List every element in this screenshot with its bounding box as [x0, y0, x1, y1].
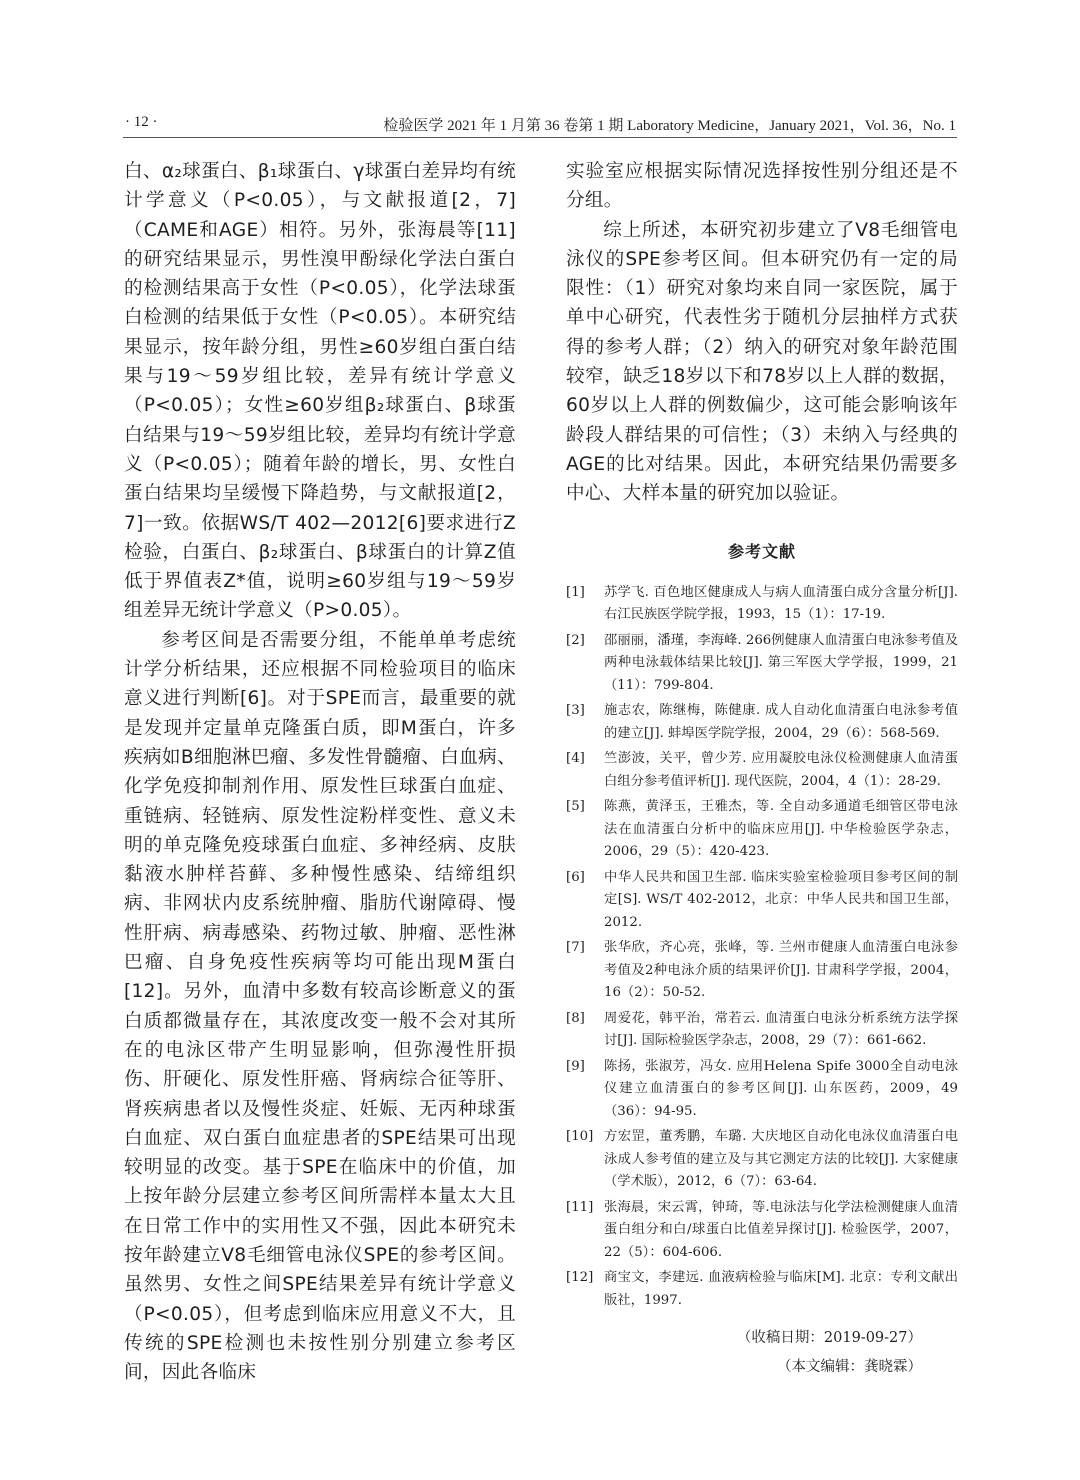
reference-item [566, 796, 958, 864]
reference-text: 竺澎波，关平，曾少芳. 应用凝胶电泳仪检测健康人血清蛋白组分参考值评析[J]. 现代医院，2004，4（1）：28-29. [604, 751, 958, 789]
reference-text: 方宏罡，董秀鹏，车璐. 大庆地区自动化电泳仪血清蛋白电泳成人参考值的建立及与其它测定方法的比较[J]. 大家健康（学术版），2012，6（7）：63-64. [604, 1129, 958, 1190]
left-column [124, 157, 516, 1387]
body-paragraph: 实验室应根据实际情况选择按性别分组还是不分组。 [566, 161, 958, 212]
reference-number: [5] [566, 799, 585, 815]
running-header: 检验医学 2021 年 1 月第 36 卷第 1 期 Laboratory Medicine，January 2021，Vol. 36，No. 1 [383, 118, 956, 134]
reference-number: [9] [566, 1058, 585, 1074]
reference-text: 张华欣，齐心亮，张峰，等. 兰州市健康人血清蛋白电泳参考值及2种电泳介质的结果评价[J]. 甘肃科学学报，2004，16（2）：50-52. [604, 940, 958, 1001]
reference-item [566, 867, 958, 935]
reference-text: 陈扬，张淑芳，冯女. 应用Helena Spife 3000全自动电泳仪建立血清蛋白的参考区间[J]. 山东医药，2009，49（36）：94-95. [604, 1058, 958, 1119]
reference-item [566, 1267, 958, 1312]
reference-number: [11] [566, 1199, 594, 1215]
reference-number: [3] [566, 703, 585, 719]
reference-text: 苏学飞. 百色地区健康成人与病人血清蛋白成分含量分析[J]. 右江民族医学院学报，1993，15（1）：17-19. [604, 584, 958, 623]
received-date: （收稿日期：2019-09-27） [736, 1330, 922, 1347]
reference-item [566, 630, 958, 698]
reference-number: [4] [566, 751, 585, 767]
reference-item [566, 582, 958, 627]
reference-item [566, 1126, 958, 1194]
reference-item [566, 937, 958, 1005]
reference-number: [8] [566, 1010, 585, 1026]
body-paragraph: 参考区间是否需要分组，不能单单考虑统计学分析结果，还应根据不同检验项目的临床意义进行判断[6]。对于SPE而言，最重要的就是发现并定量单克隆蛋白质，即M蛋白，许多疾病如B细胞淋巴瘤、多发性骨髓瘤、白血病、化学免疫抑制剂作用、原发性巨球蛋白血症、重链病、轻链病、原发性淀粉样变性、意义未明的单克隆免疫球蛋白血症、多神经病、皮肤黏液水肿样苔藓、多种慢性感染、结缔组织病、非网状内皮系统肿瘤、脂肪代谢障碍、慢性肝病、病毒感染、药物过敏、肿瘤、恶性淋巴瘤、自身免疫性疾病等均可能出现M蛋白[12]。另外，血清中多数有较高诊断意义的蛋白质都微量存在，其浓度改变一般不会对其所在的电泳区带产生明显影响，但弥漫性肝损伤、肝硬化、原发性肝癌、肾病综合征等肝、肾疾病患者以及慢性炎症、妊娠、无丙种球蛋白血症、双白蛋白血症患者的SPE结果可出现较明显的改变。基于SPE在临床中的价值，加上按年龄分层建立参考区间所需样本量太大且在日常工作中的实用性又不强，因此本研究未按年龄建立V8毛细管电泳仪SPE的参考区间。虽然男、女性之间SPE结果差异有统计学意义（P<0.05），但考虑到临床应用意义不大，且传统的SPE检测也未按性别分别建立参考区间，因此各临床 [124, 629, 516, 1384]
reference-text: 施志农，陈继梅，陈健康. 成人自动化血清蛋白电泳参考值的建立[J]. 蚌埠医学院学报，2004，29（6）：568-569. [604, 703, 958, 741]
reference-item [566, 1008, 958, 1053]
reference-item [566, 1197, 958, 1265]
body-paragraph: 白、α₂球蛋白、β₁球蛋白、γ球蛋白差异均有统计学意义（P<0.05），与文献报道[2，7]（CAME和AGE）相符。另外，张海晨等[11]的研究结果显示，男性溴甲酚绿化学法白蛋白的检测结果高于女性（P<0.05），化学法球蛋白检测的结果低于女性（P<0.05）。本研究结果显示，按年龄分组，男性≥60岁组白蛋白结果与19～59岁组比较，差异有统计学意义（P<0.05）；女性≥60岁组β₂球蛋白、β球蛋白结果与19～59岁组比较，差异均有统计学意义（P<0.05）；随着年龄的增长，男、女性白蛋白结果均呈缓慢下降趋势，与文献报道[2，7]一致。依据WS/T 402—2012[6]要求进行Z检验，白蛋白、β₂球蛋白、β球蛋白的计算Z值低于界值表Z*值，说明≥60岁组与19～59岁组差异无统计学意义（P>0.05）。 [124, 161, 516, 622]
header-rule [123, 137, 957, 138]
reference-text: 张海晨，宋云霄，钟琦，等.电泳法与化学法检测健康人血清蛋白组分和白/球蛋白比值差异探讨[J]. 检验医学，2007，22（5）：604-606. [604, 1199, 958, 1260]
reference-text: 邵丽丽，潘瑾，李海峰. 266例健康人血清蛋白电泳参考值及两种电泳载体结果比较[J]. 第三军医大学学报，1999，21（11）：799-804. [604, 632, 958, 693]
reference-item [566, 1056, 958, 1124]
reference-number: [2] [566, 632, 585, 648]
reference-item [566, 748, 958, 793]
references-heading: 参考文献 [727, 541, 796, 561]
reference-number: [7] [566, 940, 585, 956]
reference-text: 陈燕，黄泽玉，王雅杰，等. 全自动多通道毛细管区带电泳法在血清蛋白分析中的临床应用[J]. 中华检验医学杂志，2006，29（5）：420-423. [604, 799, 958, 860]
reference-number: [10] [566, 1129, 594, 1145]
page-number: · 12 · [125, 114, 158, 130]
reference-text: 商宝文，李建远. 血液病检验与临床[M]. 北京：专利文献出版社，1997. [604, 1270, 958, 1308]
reference-text: 中华人民共和国卫生部. 临床实验室检验项目参考区间的制定[S]. WS/T 402-2012，北京：中华人民共和国卫生部，2012. [604, 869, 958, 930]
editor-credit: （本文编辑：龚晓霖） [777, 1359, 922, 1376]
right-column [566, 157, 958, 1376]
reference-list [566, 582, 958, 1313]
reference-number: [6] [566, 869, 585, 885]
reference-item [566, 700, 958, 745]
body-paragraph: 综上所述，本研究初步建立了V8毛细管电泳仪的SPE参考区间。但本研究仍有一定的局限性：（1）研究对象均来自同一家医院，属于单中心研究，代表性劣于随机分层抽样方式获得的参考人群；（2）纳入的研究对象年龄范围较窄，缺乏18岁以下和78岁以上人群的数据，60岁以上人群的例数偏少，这可能会影响该年龄段人群结果的可信性；（3）未纳入与经典的AGE的比对结果。因此，本研究结果仍需要多中心、大样本量的研究加以验证。 [566, 219, 958, 505]
reference-number: [12] [566, 1270, 594, 1286]
reference-text: 周爱花，韩平治，常若云. 血清蛋白电泳分析系统方法学探讨[J]. 国际检验医学杂志，2008，29（7）：661-662. [604, 1010, 958, 1049]
reference-number: [1] [566, 584, 585, 600]
